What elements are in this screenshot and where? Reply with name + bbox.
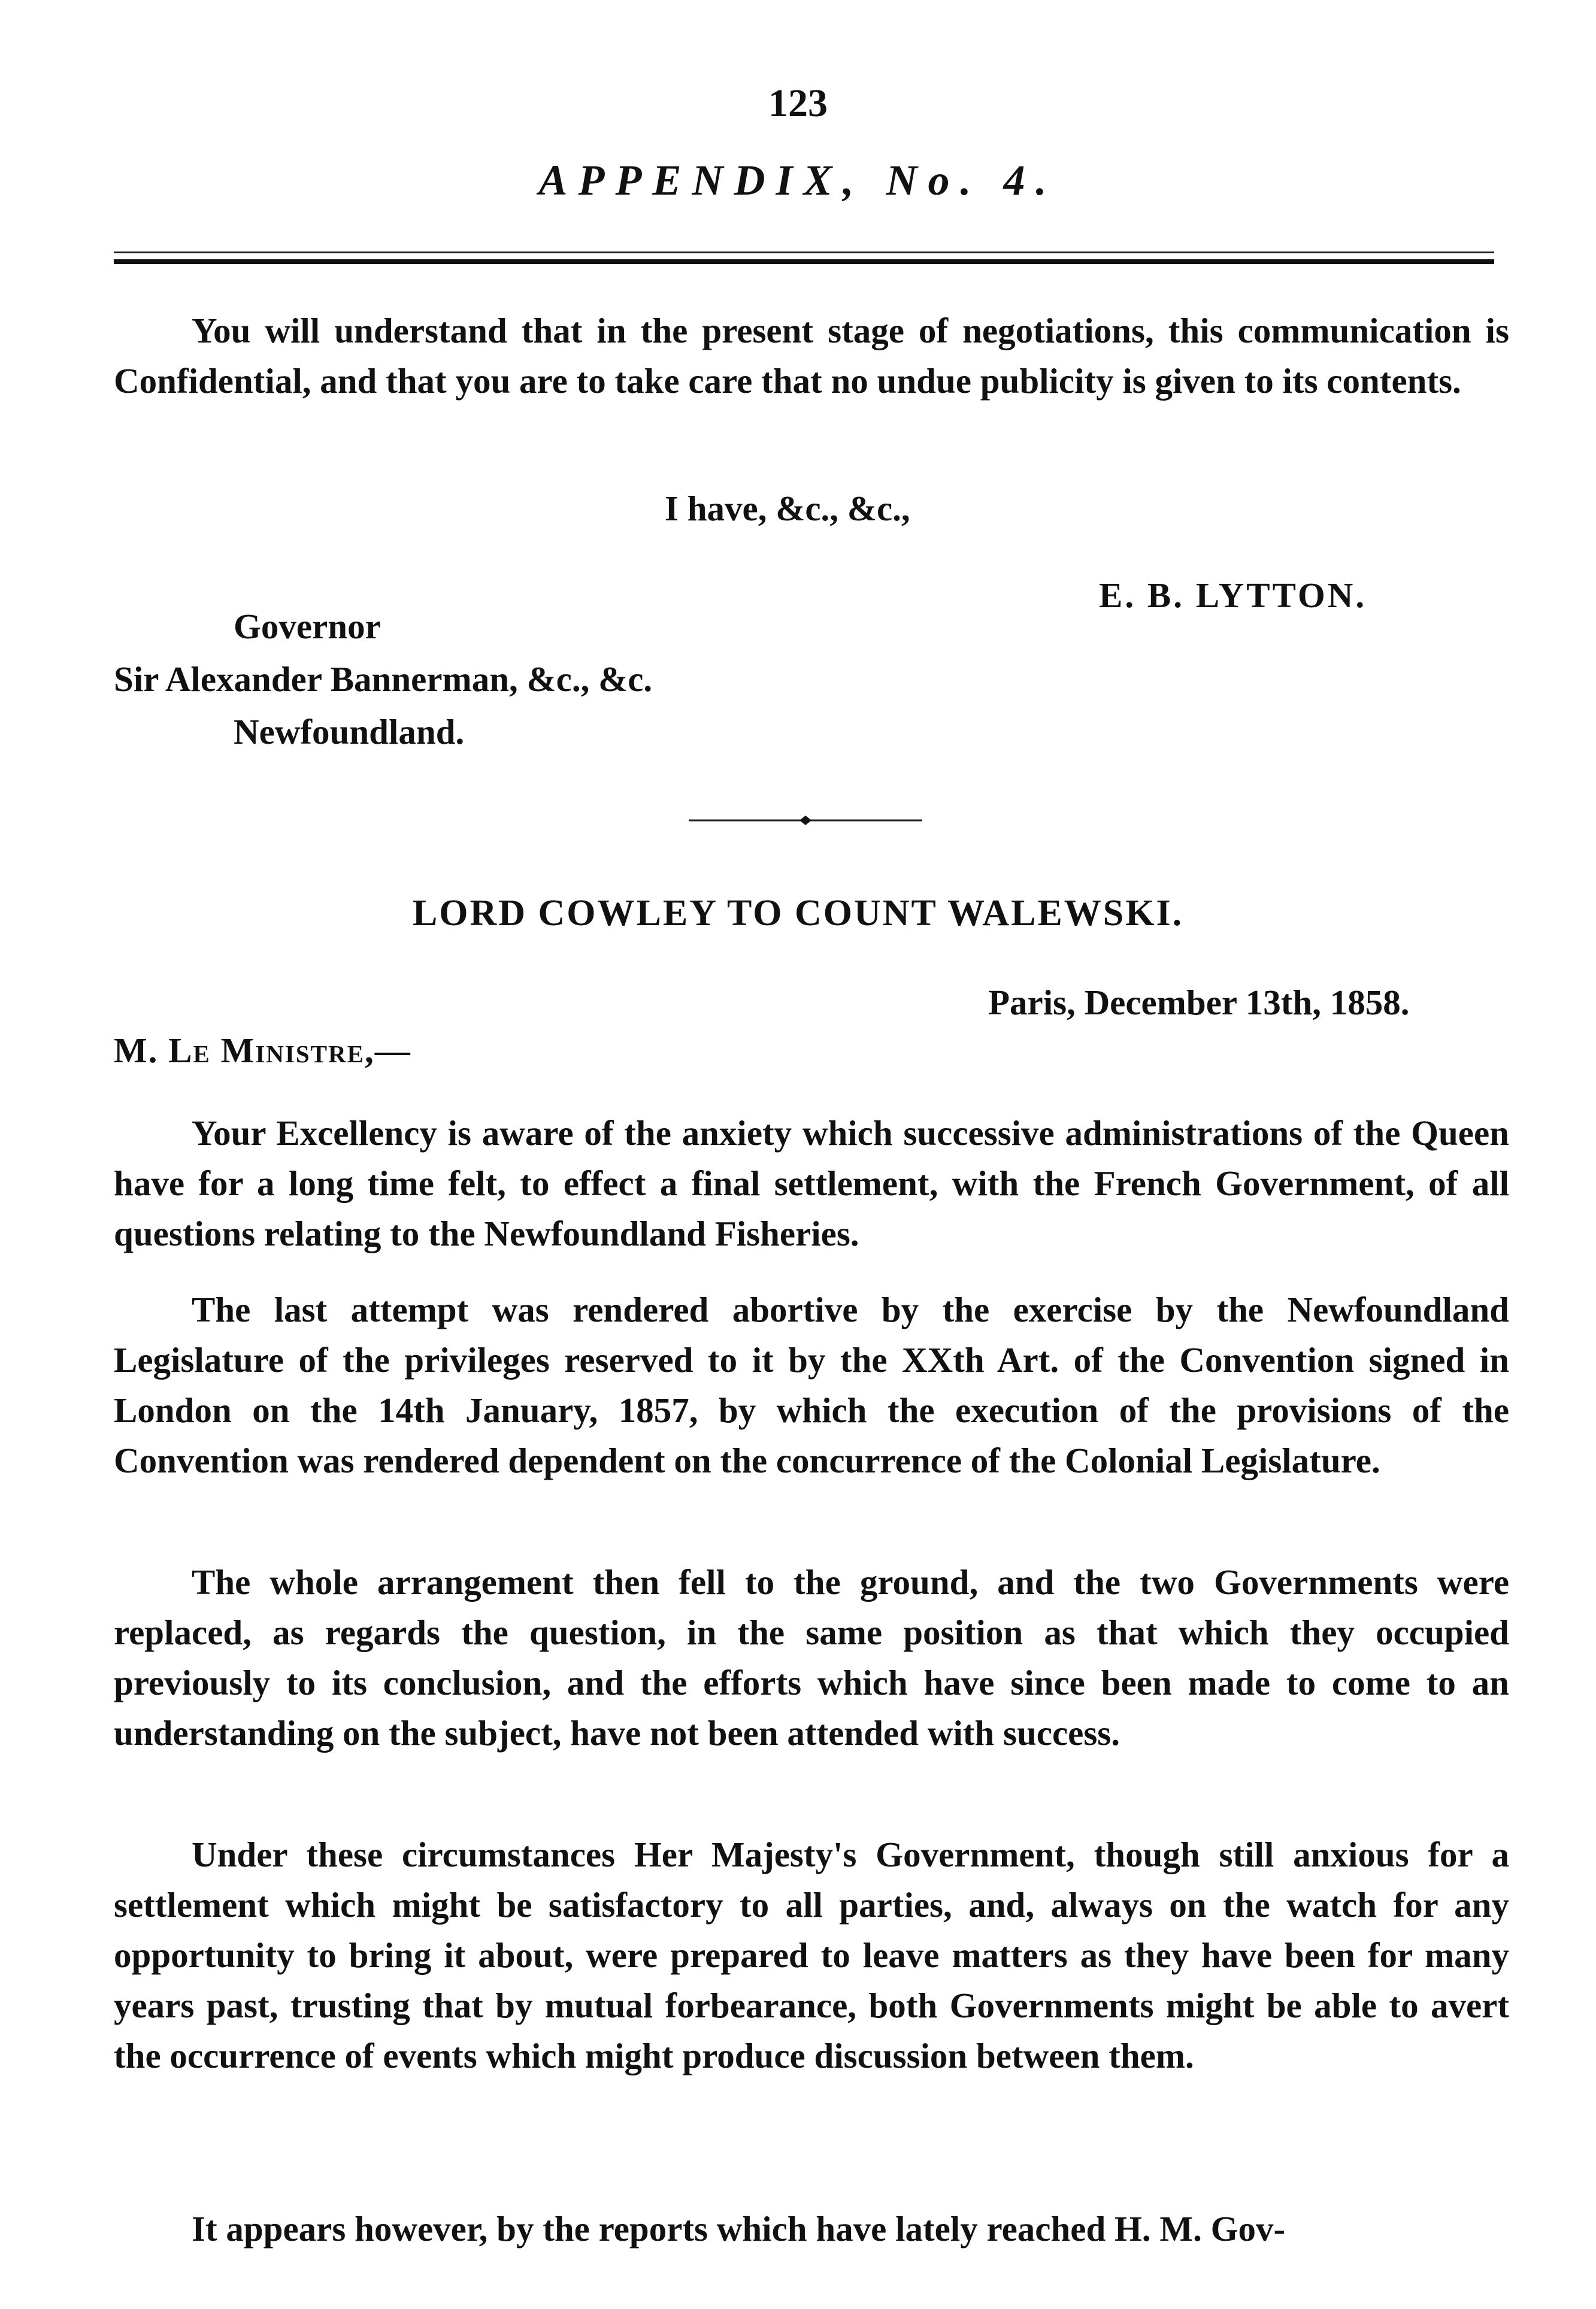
header-rule-thick xyxy=(114,259,1494,264)
section-separator-ornament xyxy=(689,813,922,828)
addressee-place: Newfoundland. xyxy=(234,712,465,752)
dateline: Paris, December 13th, 1858. xyxy=(988,983,1410,1022)
letter-paragraph: Your Excellency is aware of the anxiety which successive administrations of the Queen have for a long time felt, to effect a final settlement, with the French Government, of all questions relating to the Newfoundland Fisheries. xyxy=(114,1113,1509,1253)
letter-paragraph: The whole arrangement then fell to the ground, and the two Governments were replaced, as regards the question, in the same position as that which they occupied previously to its conclusion, and the efforts which have since been made to come to an understanding on the subject, have not been attended with success. xyxy=(114,1562,1509,1753)
letter-paragraph: Under these circumstances Her Majesty's Government, though still anxious for a settlement which might be satisfactory to all parties, and, always on the watch for any opportunity to bring it about, were prepared to leave matters as they have been for many years past, trusting that by mutual forbearance, both Governments might be able to avert the occurrence of events which might produce discussion between them. xyxy=(114,1835,1509,2075)
signature: E. B. LYTTON. xyxy=(1099,575,1367,615)
header-rule-thin xyxy=(114,251,1494,253)
page-number: 123 xyxy=(768,81,828,125)
addressee-title: Governor xyxy=(234,607,381,646)
opening-paragraph: You will understand that in the present stage of negotiations, this communication is Confidential, and that you are to take care that no undue publicity is given to its contents. xyxy=(114,311,1509,401)
salutation: M. Le Ministre,— xyxy=(114,1031,411,1070)
running-head: APPENDIX, No. 4. xyxy=(538,156,1058,204)
letter-paragraph: The last attempt was rendered abortive by the exercise by the Newfoundland Legislature of the privileges reserved to it by the XXth Art. of the Convention signed in London on the 14th January, 1857, by which the execution of the provisions of the Convention was rendered dependent on the concurrence of the Colonial Legislature. xyxy=(114,1290,1509,1480)
addressee-name: Sir Alexander Bannerman, &c., &c. xyxy=(114,659,653,699)
letter-heading: LORD COWLEY TO COUNT WALEWSKI. xyxy=(412,893,1184,934)
letter-paragraph: It appears however, by the reports which have lately reached H. M. Gov- xyxy=(192,2209,1286,2249)
closing-formula: I have, &c., &c., xyxy=(665,489,910,528)
